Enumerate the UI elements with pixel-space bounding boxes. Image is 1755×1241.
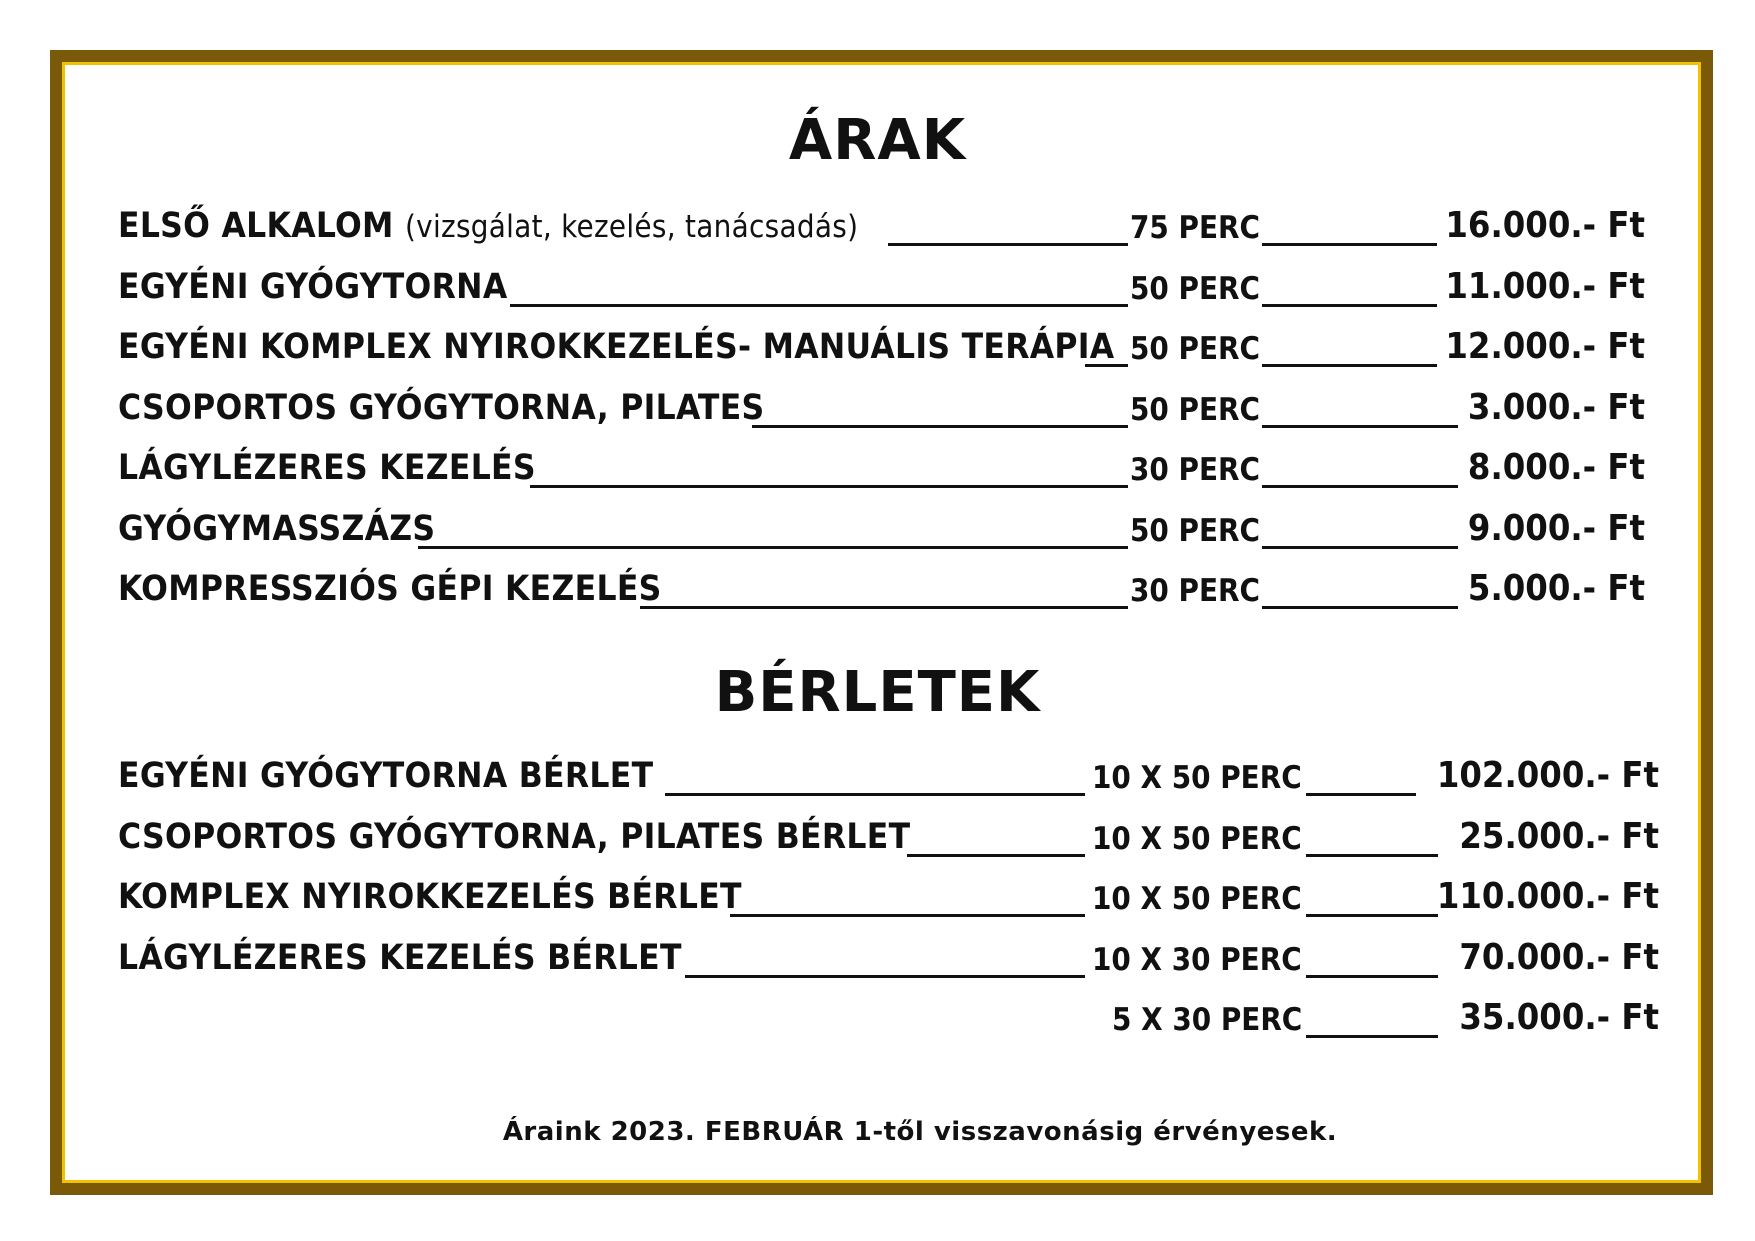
- price-row: [0, 200, 1755, 250]
- leader-line: [888, 243, 1128, 246]
- service-name: EGYÉNI KOMPLEX NYIROKKEZELÉS- MANUÁLIS TERÁPIA: [118, 327, 1115, 367]
- passes-title: BÉRLETEK: [714, 660, 1041, 725]
- leader-line: [1306, 793, 1416, 796]
- service-price: 9.000.- Ft: [1467, 508, 1645, 549]
- service-duration: 75 PERC: [1130, 210, 1260, 246]
- price-row: [0, 321, 1755, 371]
- leader-line: [685, 975, 1085, 978]
- price-row: [0, 563, 1755, 613]
- service-price: 16.000.- Ft: [1445, 205, 1645, 246]
- leader-line: [752, 425, 1128, 428]
- leader-line: [1085, 364, 1128, 367]
- pass-price: 70.000.- Ft: [1459, 937, 1659, 978]
- leader-line: [1306, 1035, 1438, 1038]
- leader-line: [1306, 914, 1438, 917]
- service-note: (vizsgálat, kezelés, tanácsadás): [404, 209, 859, 245]
- pass-duration: 10 X 50 PERC: [1092, 760, 1302, 796]
- pass-row: [0, 932, 1755, 982]
- leader-line: [665, 793, 1085, 796]
- service-duration: 50 PERC: [1130, 271, 1260, 307]
- pass-row: [0, 750, 1755, 800]
- prices-title: ÁRAK: [788, 108, 967, 173]
- pass-price: 35.000.- Ft: [1459, 997, 1659, 1038]
- price-row: [0, 261, 1755, 311]
- pass-row: [0, 871, 1755, 921]
- service-name: GYÓGYMASSZÁZS: [118, 509, 436, 549]
- service-price: 3.000.- Ft: [1467, 387, 1645, 428]
- leader-line: [1306, 975, 1438, 978]
- service-price: 11.000.- Ft: [1445, 266, 1645, 307]
- service-duration: 50 PERC: [1130, 513, 1260, 549]
- leader-line: [1306, 854, 1438, 857]
- price-row: [0, 503, 1755, 553]
- leader-line: [530, 485, 1128, 488]
- pass-name: CSOPORTOS GYÓGYTORNA, PILATES BÉRLET: [118, 817, 911, 857]
- pass-price: 110.000.- Ft: [1436, 876, 1659, 917]
- leader-line: [1262, 243, 1437, 246]
- leader-line: [1262, 606, 1458, 609]
- service-name: KOMPRESSZIÓS GÉPI KEZELÉS: [118, 569, 662, 609]
- leader-line: [640, 606, 1128, 609]
- service-duration: 30 PERC: [1130, 573, 1260, 609]
- leader-line: [510, 304, 1128, 307]
- pass-duration: 10 X 30 PERC: [1092, 942, 1302, 978]
- pass-duration: 5 X 30 PERC: [1112, 1002, 1303, 1038]
- pass-name: LÁGYLÉZERES KEZELÉS BÉRLET: [118, 938, 682, 978]
- service-price: 8.000.- Ft: [1467, 447, 1645, 488]
- leader-line: [1262, 485, 1458, 488]
- service-duration: 50 PERC: [1130, 392, 1260, 428]
- service-name: LÁGYLÉZERES KEZELÉS: [118, 448, 536, 488]
- service-name: ELSŐ ALKALOM (vizsgálat, kezelés, tanácsadás): [118, 206, 859, 246]
- leader-line: [1262, 425, 1458, 428]
- leader-line: [1262, 546, 1458, 549]
- service-duration: 50 PERC: [1130, 331, 1260, 367]
- leader-line: [730, 914, 1085, 917]
- service-duration: 30 PERC: [1130, 452, 1260, 488]
- service-name: EGYÉNI GYÓGYTORNA: [118, 267, 508, 307]
- pass-price: 25.000.- Ft: [1459, 816, 1659, 857]
- price-row: [0, 382, 1755, 432]
- price-row: [0, 442, 1755, 492]
- pass-duration: 10 X 50 PERC: [1092, 881, 1302, 917]
- validity-note: Áraink 2023. FEBRUÁR 1-től visszavonásig érvényesek.: [502, 1117, 1338, 1147]
- pass-name: EGYÉNI GYÓGYTORNA BÉRLET: [118, 756, 654, 796]
- service-price: 12.000.- Ft: [1445, 326, 1645, 367]
- leader-line: [418, 546, 1128, 549]
- leader-line: [1262, 364, 1437, 367]
- service-price: 5.000.- Ft: [1467, 568, 1645, 609]
- pass-duration: 10 X 50 PERC: [1092, 821, 1302, 857]
- pass-row: [0, 811, 1755, 861]
- service-name: CSOPORTOS GYÓGYTORNA, PILATES: [118, 388, 765, 428]
- pass-price: 102.000.- Ft: [1436, 755, 1659, 796]
- leader-line: [1262, 304, 1437, 307]
- pass-row: [0, 992, 1755, 1042]
- leader-line: [907, 854, 1085, 857]
- pass-name: KOMPLEX NYIROKKEZELÉS BÉRLET: [118, 877, 742, 917]
